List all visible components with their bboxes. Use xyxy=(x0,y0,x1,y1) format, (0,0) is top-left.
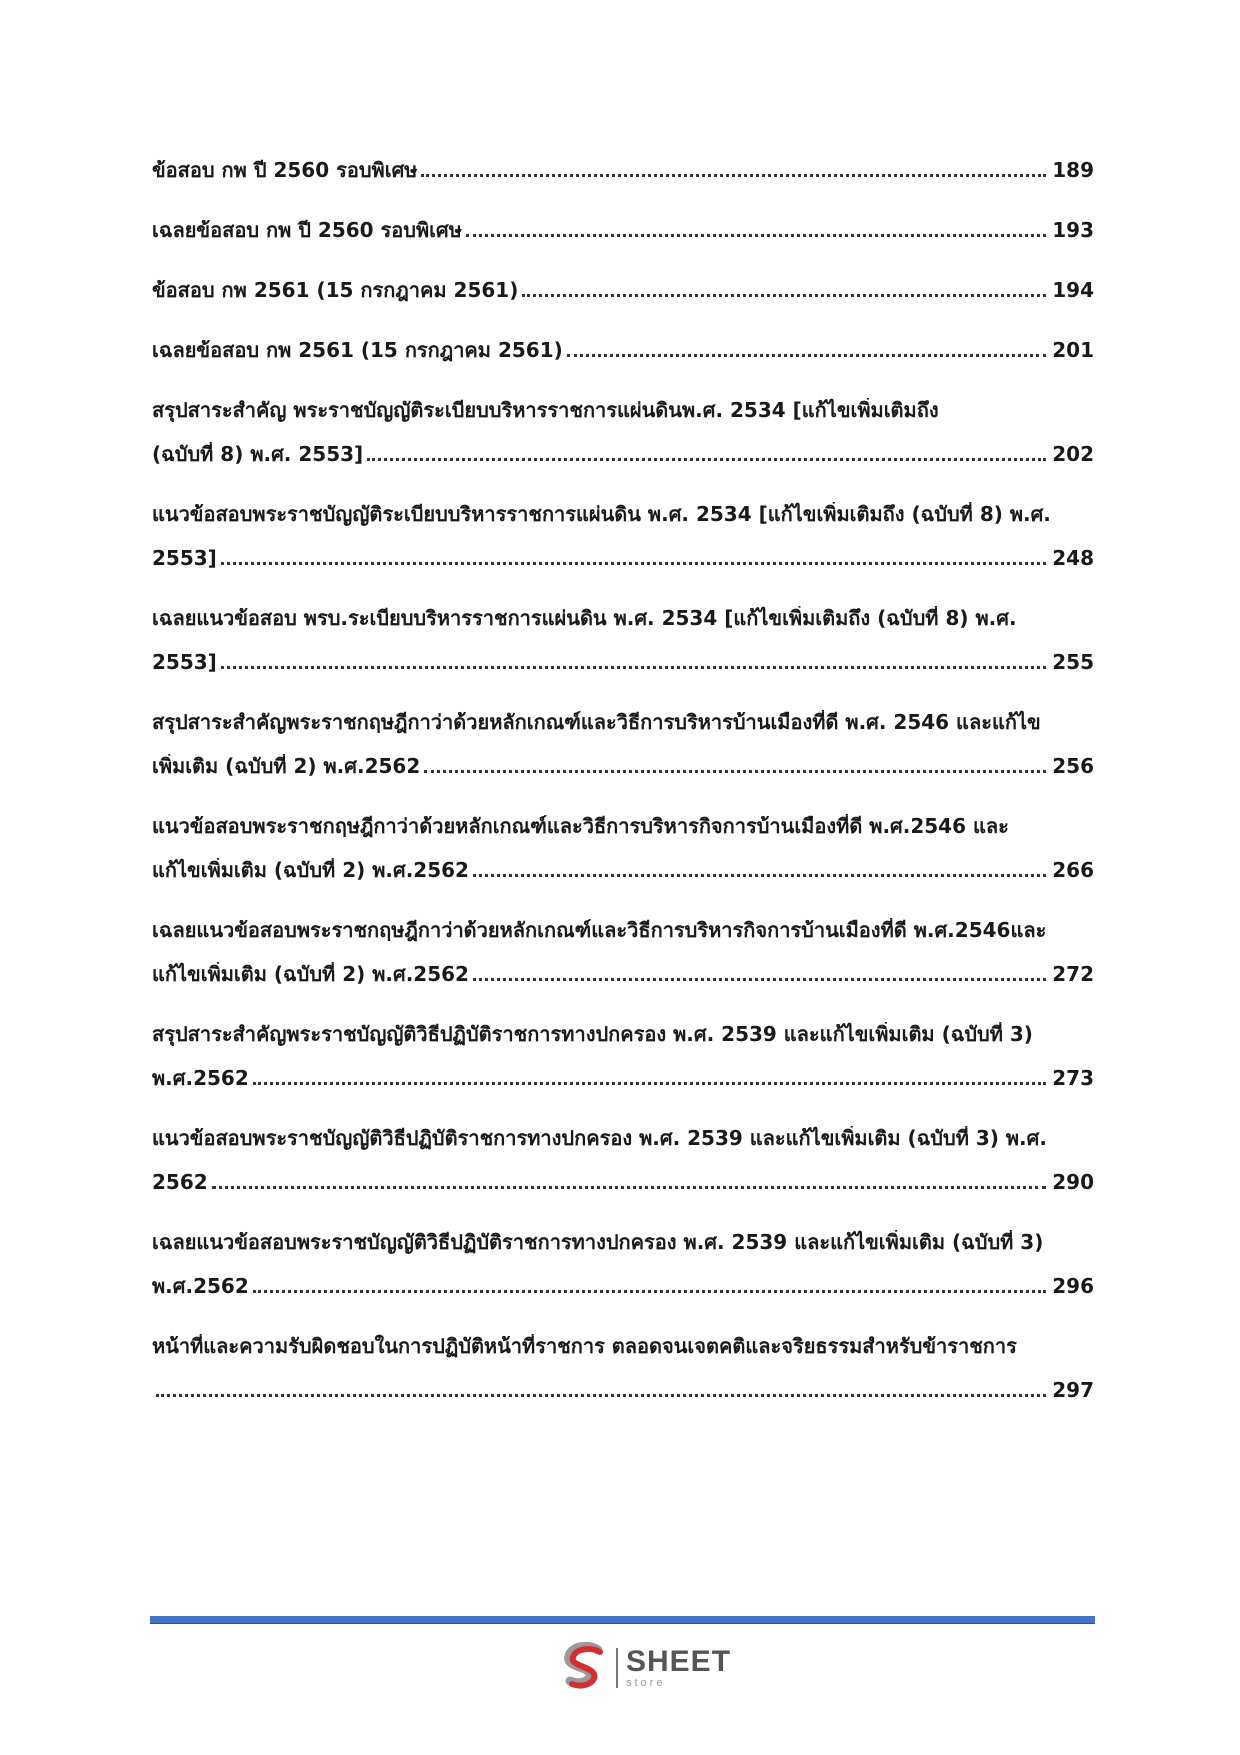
toc-page-number: 272 xyxy=(1052,962,1094,986)
toc-entry-title-line: ข้อสอบ กพ 2561 (15 กรกฎาคม 2561) xyxy=(152,278,519,302)
toc-entry-last-line xyxy=(152,218,1094,242)
toc-entry-title-line: เฉลยแนวข้อสอบ พรบ.ระเบียบบริหารราชการแผ่นดิน พ.ศ. 2534 [แก้ไขเพิ่มเติมถึง (ฉบับที่ 8) พ.ศ. xyxy=(152,606,1017,630)
toc-entry[interactable] xyxy=(152,398,1094,502)
toc-entry-title-line: เฉลยข้อสอบ กพ 2561 (15 กรกฎาคม 2561) xyxy=(152,338,563,362)
toc-entry-last-line xyxy=(152,650,1094,674)
logo-separator xyxy=(616,1648,618,1688)
toc-entry-title-line: สรุปสาระสำคัญพระราชกฤษฎีกาว่าด้วยหลักเกณฑ์และวิธีการบริหารบ้านเมืองที่ดี พ.ศ. 2546 และแก้ไข xyxy=(152,710,1041,734)
toc-entry-title-line: 2562 xyxy=(152,1170,208,1194)
toc-entry-last-line xyxy=(152,962,1094,986)
dot-leader xyxy=(221,562,1046,565)
toc-page-number: 202 xyxy=(1052,442,1094,466)
toc-entry-title-line: พ.ศ.2562 xyxy=(152,1066,249,1090)
toc-entry-last-line xyxy=(152,1066,1094,1090)
dot-leader xyxy=(466,234,1046,237)
toc-entry[interactable] xyxy=(152,1126,1094,1230)
toc-entry-last-line xyxy=(152,158,1094,182)
logo-brand: SHEET xyxy=(626,1645,732,1678)
toc-entry-title-line: แก้ไขเพิ่มเติม (ฉบับที่ 2) พ.ศ.2562 xyxy=(152,962,469,986)
toc-entry-title-line: เฉลยข้อสอบ กพ ปี 2560 รอบพิเศษ xyxy=(152,218,462,242)
toc-entry-last-line xyxy=(152,1170,1094,1194)
toc-page-number: 296 xyxy=(1052,1274,1094,1298)
toc-entry-title-line: (ฉบับที่ 8) พ.ศ. 2553] xyxy=(152,442,364,466)
dot-leader xyxy=(424,770,1046,773)
toc-page-number: 201 xyxy=(1052,338,1094,362)
toc-page-number: 290 xyxy=(1052,1170,1094,1194)
dot-leader xyxy=(367,458,1046,461)
table-of-contents xyxy=(152,158,1094,1438)
toc-entry-title-line: พ.ศ.2562 xyxy=(152,1274,249,1298)
dot-leader xyxy=(253,1082,1047,1085)
toc-entry-title-line: เฉลยแนวข้อสอบพระราชบัญญัติวิธีปฏิบัติราชการทางปกครอง พ.ศ. 2539 และแก้ไขเพิ่มเติม (ฉบับที่ 3) xyxy=(152,1230,1044,1254)
toc-entry-last-line xyxy=(152,1274,1094,1298)
toc-page-number: 256 xyxy=(1052,754,1094,778)
dot-leader xyxy=(473,978,1046,981)
toc-page-number: 248 xyxy=(1052,546,1094,570)
logo-tagline: store xyxy=(626,1677,666,1689)
toc-entry-title-line: หน้าที่และความรับผิดชอบในการปฏิบัติหน้าที่ราชการ ตลอดจนเจตคติและจริยธรรมสำหรับข้าราชการ xyxy=(152,1334,1017,1358)
toc-entry[interactable] xyxy=(152,1334,1094,1438)
toc-entry-last-line xyxy=(152,546,1094,570)
toc-entry-title-line: แนวข้อสอบพระราชกฤษฎีกาว่าด้วยหลักเกณฑ์และวิธีการบริหารกิจการบ้านเมืองที่ดี พ.ศ.2546 และ xyxy=(152,814,1009,838)
dot-leader xyxy=(522,294,1046,297)
footer-logo xyxy=(560,1642,731,1694)
toc-entry[interactable] xyxy=(152,158,1094,218)
toc-entry[interactable] xyxy=(152,918,1094,1022)
toc-entry-last-line xyxy=(152,754,1094,778)
dot-leader xyxy=(156,1394,1046,1397)
dot-leader xyxy=(567,354,1046,357)
dot-leader xyxy=(421,174,1046,177)
toc-entry-title-line: แนวข้อสอบพระราชบัญญัติระเบียบบริหารราชการแผ่นดิน พ.ศ. 2534 [แก้ไขเพิ่มเติมถึง (ฉบับที่ 8) พ.ศ. xyxy=(152,502,1051,526)
dot-leader xyxy=(212,1186,1047,1189)
toc-entry-last-line xyxy=(152,338,1094,362)
toc-entry[interactable] xyxy=(152,502,1094,606)
toc-entry-last-line xyxy=(152,1378,1094,1402)
toc-page-number: 273 xyxy=(1052,1066,1094,1090)
toc-entry-title-line: เพิ่มเติม (ฉบับที่ 2) พ.ศ.2562 xyxy=(152,754,421,778)
toc-entry[interactable] xyxy=(152,814,1094,918)
sheet-store-logo-icon xyxy=(560,1642,608,1694)
toc-page-number: 189 xyxy=(1052,158,1094,182)
dot-leader xyxy=(253,1290,1047,1293)
toc-entry-title-line: เฉลยแนวข้อสอบพระราชกฤษฎีกาว่าด้วยหลักเกณฑ์และวิธีการบริหารกิจการบ้านเมืองที่ดี พ.ศ.2546และ xyxy=(152,918,1047,942)
toc-entry[interactable] xyxy=(152,1022,1094,1126)
toc-page-number: 194 xyxy=(1052,278,1094,302)
toc-entry-title-line: สรุปสาระสำคัญ พระราชบัญญัติระเบียบบริหารราชการแผ่นดินพ.ศ. 2534 [แก้ไขเพิ่มเติมถึง xyxy=(152,398,939,422)
toc-entry[interactable] xyxy=(152,278,1094,338)
toc-page-number: 193 xyxy=(1052,218,1094,242)
dot-leader xyxy=(221,666,1046,669)
toc-page-number: 255 xyxy=(1052,650,1094,674)
toc-entry[interactable] xyxy=(152,218,1094,278)
dot-leader xyxy=(473,874,1046,877)
toc-page-number: 297 xyxy=(1052,1378,1094,1402)
toc-entry-title-line: แก้ไขเพิ่มเติม (ฉบับที่ 2) พ.ศ.2562 xyxy=(152,858,469,882)
logo-text xyxy=(626,1647,731,1689)
toc-entry-title-line: 2553] xyxy=(152,650,217,674)
toc-entry[interactable] xyxy=(152,606,1094,710)
toc-page-number: 266 xyxy=(1052,858,1094,882)
toc-entry[interactable] xyxy=(152,710,1094,814)
toc-entry-last-line xyxy=(152,858,1094,882)
toc-entry[interactable] xyxy=(152,338,1094,398)
footer-divider xyxy=(150,1616,1095,1624)
toc-entry-title-line: ข้อสอบ กพ ปี 2560 รอบพิเศษ xyxy=(152,158,418,182)
toc-entry-title-line: 2553] xyxy=(152,546,217,570)
toc-entry-last-line xyxy=(152,442,1094,466)
toc-entry-title-line: แนวข้อสอบพระราชบัญญัติวิธีปฏิบัติราชการทางปกครอง พ.ศ. 2539 และแก้ไขเพิ่มเติม (ฉบับที่ 3) พ.ศ. xyxy=(152,1126,1047,1150)
toc-entry-last-line xyxy=(152,278,1094,302)
toc-entry-title-line: สรุปสาระสำคัญพระราชบัญญัติวิธีปฏิบัติราชการทางปกครอง พ.ศ. 2539 และแก้ไขเพิ่มเติม (ฉบับที่ 3) xyxy=(152,1022,1033,1046)
toc-entry[interactable] xyxy=(152,1230,1094,1334)
